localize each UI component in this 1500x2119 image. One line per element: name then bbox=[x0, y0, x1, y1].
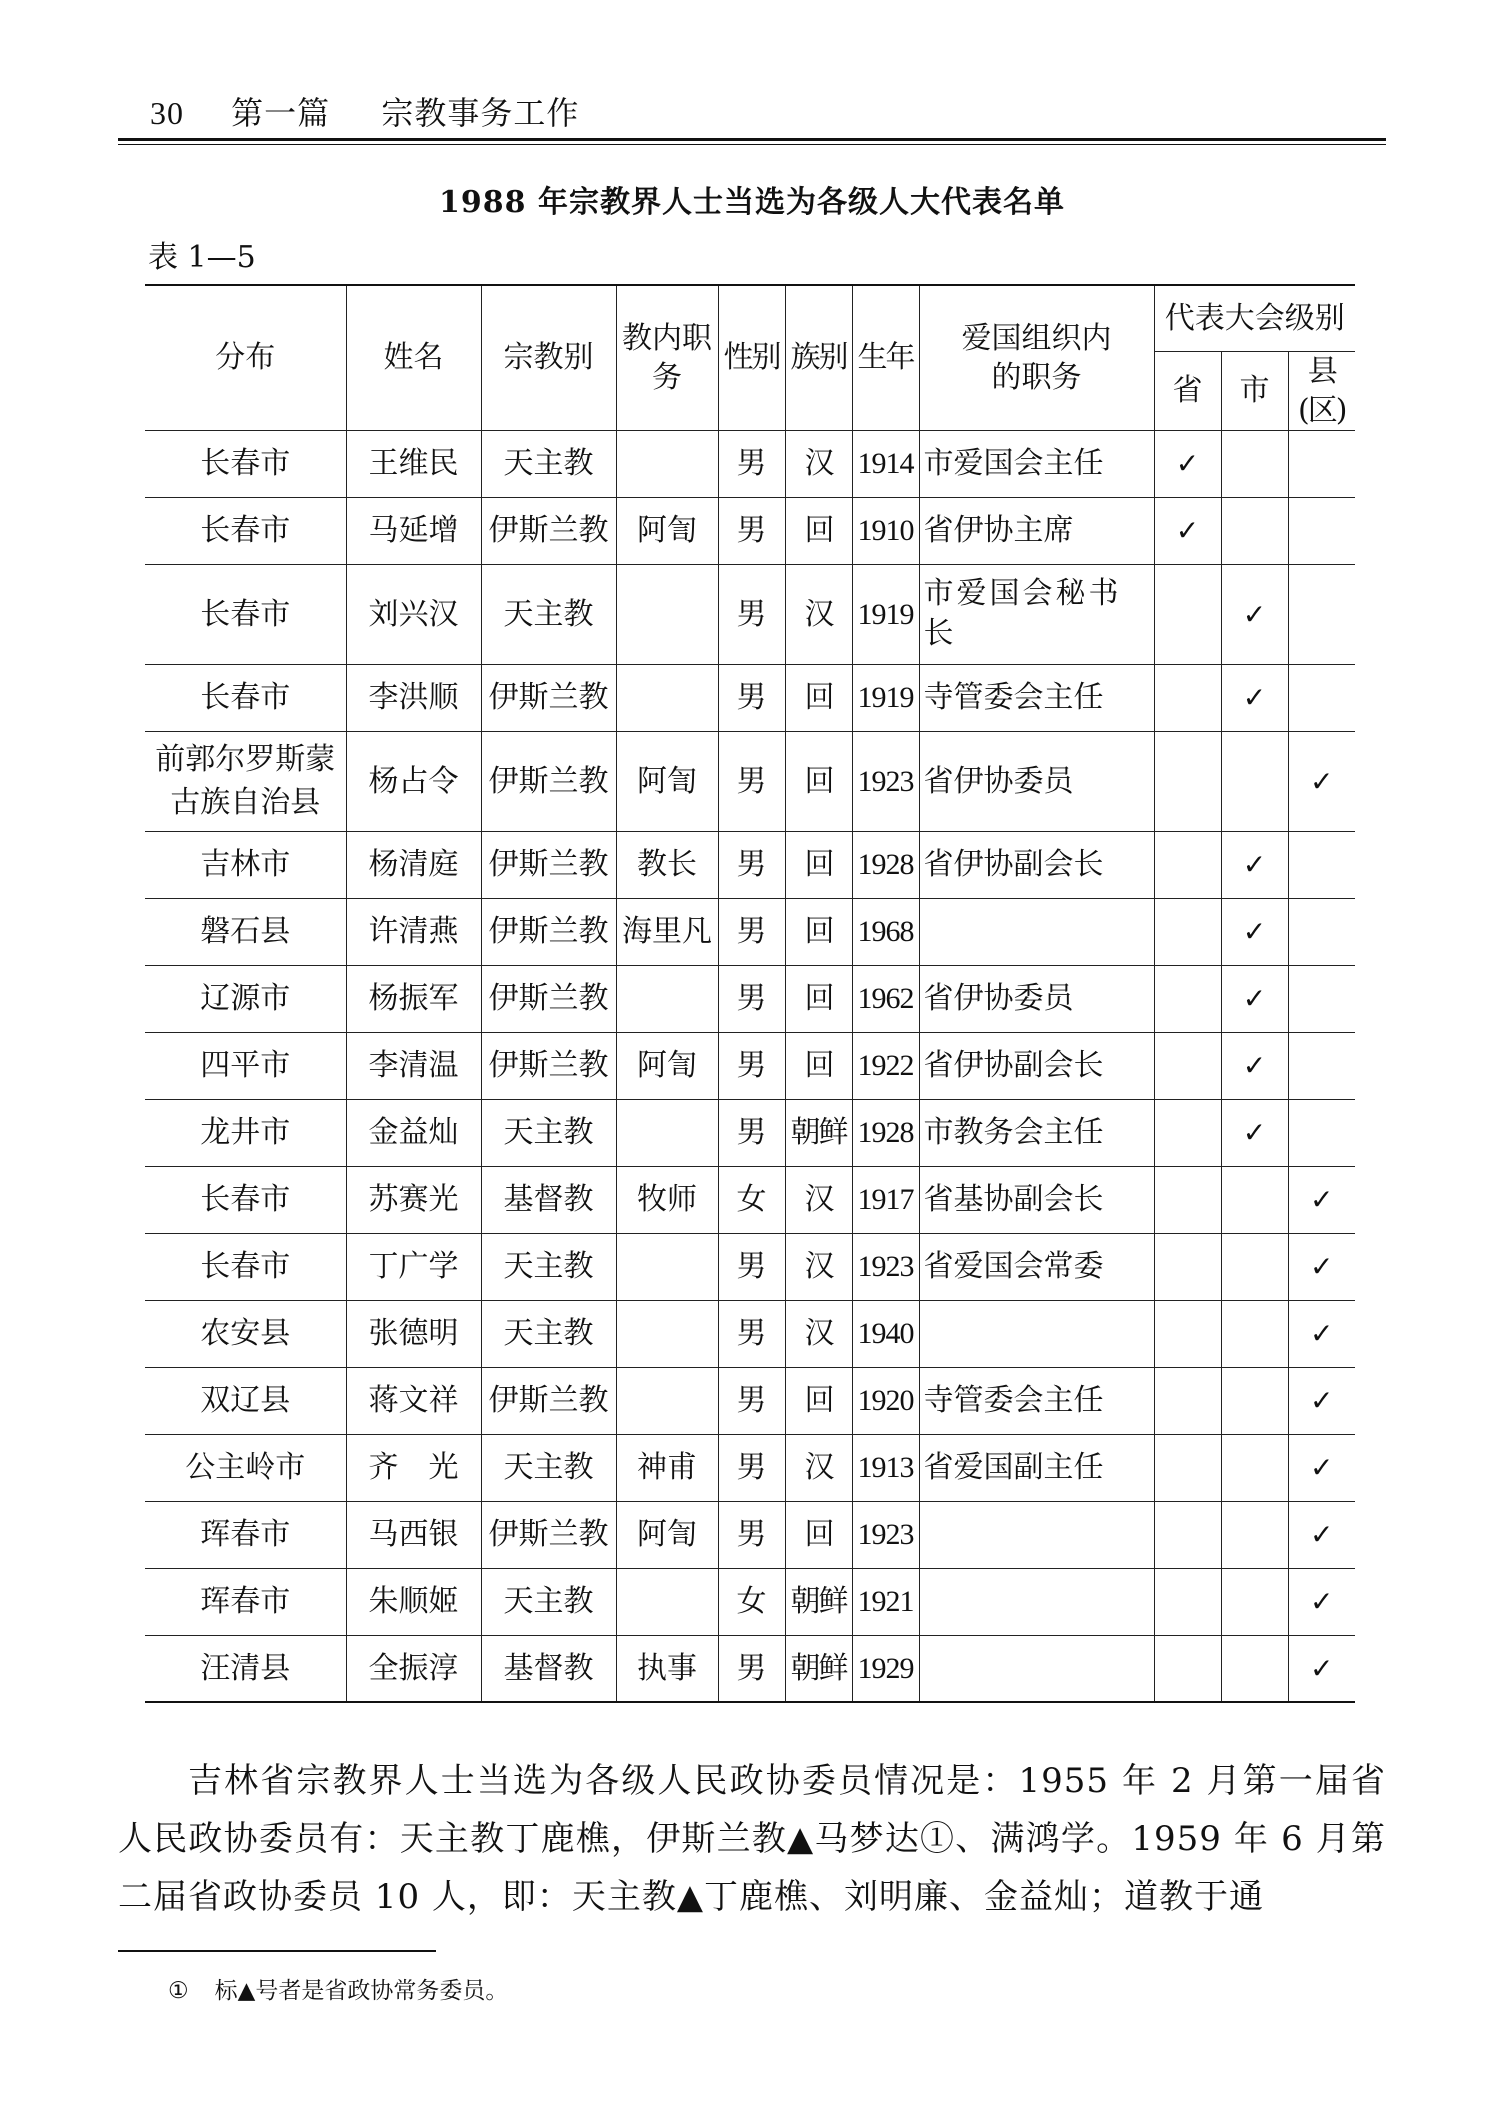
cell-level-province bbox=[1154, 1434, 1221, 1501]
cell-org-role: 市爱国会秘书长 bbox=[919, 564, 1154, 664]
cell-religion: 天主教 bbox=[481, 1099, 616, 1166]
cell-org-role bbox=[919, 898, 1154, 965]
cell-ethnicity: 汉 bbox=[785, 564, 852, 664]
table-row bbox=[145, 1233, 1355, 1300]
cell-gender: 男 bbox=[718, 1635, 785, 1702]
cell-religion: 伊斯兰教 bbox=[481, 497, 616, 564]
cell-birth-year: 1921 bbox=[852, 1568, 919, 1635]
cell-region: 公主岭市 bbox=[145, 1434, 346, 1501]
cell-level-province bbox=[1154, 965, 1221, 1032]
cell-role bbox=[616, 1233, 718, 1300]
cell-gender: 男 bbox=[718, 965, 785, 1032]
chapter-title: 宗教事务工作 bbox=[381, 94, 580, 132]
col-header-name: 姓名 bbox=[346, 285, 481, 430]
cell-level-province bbox=[1154, 497, 1221, 564]
col-header-birth-year: 生年 bbox=[852, 285, 919, 430]
cell-level-county bbox=[1288, 1166, 1355, 1233]
table-row bbox=[145, 1166, 1355, 1233]
check-mark-icon: ✓ bbox=[1242, 915, 1267, 948]
cell-level-county bbox=[1288, 1568, 1355, 1635]
cell-level-province bbox=[1154, 898, 1221, 965]
cell-region: 辽源市 bbox=[145, 965, 346, 1032]
cell-region: 长春市 bbox=[145, 664, 346, 731]
cell-region: 双辽县 bbox=[145, 1367, 346, 1434]
cell-level-province bbox=[1154, 1300, 1221, 1367]
cell-level-province bbox=[1154, 564, 1221, 664]
cell-religion: 伊斯兰教 bbox=[481, 898, 616, 965]
cell-level-city bbox=[1221, 1568, 1288, 1635]
cell-level-city bbox=[1221, 430, 1288, 497]
cell-region: 农安县 bbox=[145, 1300, 346, 1367]
cell-religion: 天主教 bbox=[481, 1300, 616, 1367]
cell-level-city bbox=[1221, 664, 1288, 731]
cell-org-role: 省伊协委员 bbox=[919, 965, 1154, 1032]
check-mark-icon: ✓ bbox=[1242, 982, 1267, 1015]
table-row bbox=[145, 1367, 1355, 1434]
cell-level-province bbox=[1154, 430, 1221, 497]
col-header-org-role-text: 爱国组织内的职务 bbox=[961, 320, 1112, 395]
cell-region: 长春市 bbox=[145, 497, 346, 564]
cell-birth-year: 1968 bbox=[852, 898, 919, 965]
cell-level-city bbox=[1221, 1635, 1288, 1702]
cell-role bbox=[616, 965, 718, 1032]
cell-level-province bbox=[1154, 664, 1221, 731]
table-label: 表 1—5 bbox=[148, 240, 256, 275]
cell-name: 杨振军 bbox=[346, 965, 481, 1032]
cell-org-role bbox=[919, 1300, 1154, 1367]
cell-region: 龙井市 bbox=[145, 1099, 346, 1166]
cell-name: 李清温 bbox=[346, 1032, 481, 1099]
cell-birth-year: 1929 bbox=[852, 1635, 919, 1702]
cell-level-city bbox=[1221, 497, 1288, 564]
cell-ethnicity: 朝鲜 bbox=[785, 1568, 852, 1635]
cell-name: 齐 光 bbox=[346, 1434, 481, 1501]
cell-level-province bbox=[1154, 1635, 1221, 1702]
check-mark-icon: ✓ bbox=[1310, 1183, 1334, 1216]
check-mark-icon: ✓ bbox=[1310, 1250, 1334, 1283]
cell-level-city bbox=[1221, 731, 1288, 831]
cell-level-county bbox=[1288, 564, 1355, 664]
cell-religion: 伊斯兰教 bbox=[481, 1367, 616, 1434]
cell-level-city bbox=[1221, 831, 1288, 898]
cell-role bbox=[616, 664, 718, 731]
cell-gender: 男 bbox=[718, 664, 785, 731]
footnote-mark: ① bbox=[168, 1978, 189, 2004]
cell-org-role: 市教务会主任 bbox=[919, 1099, 1154, 1166]
cell-role: 阿訇 bbox=[616, 497, 718, 564]
cell-level-province bbox=[1154, 1099, 1221, 1166]
cell-ethnicity: 汉 bbox=[785, 1233, 852, 1300]
check-mark-icon: ✓ bbox=[1310, 1651, 1334, 1685]
cell-level-county bbox=[1288, 1233, 1355, 1300]
cell-level-county bbox=[1288, 731, 1355, 831]
col-header-ethnicity: 族别 bbox=[785, 285, 852, 430]
cell-name: 许清燕 bbox=[346, 898, 481, 965]
check-mark-icon: ✓ bbox=[1242, 597, 1267, 631]
table-header-row bbox=[145, 285, 1355, 351]
cell-level-city bbox=[1221, 1300, 1288, 1367]
cell-ethnicity: 回 bbox=[785, 898, 852, 965]
table-row bbox=[145, 898, 1355, 965]
check-mark-icon: ✓ bbox=[1310, 1384, 1334, 1417]
col-header-level: 代表大会级别 bbox=[1154, 285, 1355, 351]
cell-level-city bbox=[1221, 564, 1288, 664]
cell-gender: 男 bbox=[718, 430, 785, 497]
part-title: 第一篇 bbox=[231, 94, 331, 132]
cell-name: 张德明 bbox=[346, 1300, 481, 1367]
cell-org-role: 省伊协主席 bbox=[919, 497, 1154, 564]
cell-religion: 伊斯兰教 bbox=[481, 1032, 616, 1099]
check-mark-icon: ✓ bbox=[1242, 848, 1267, 881]
cell-ethnicity: 回 bbox=[785, 831, 852, 898]
header-rule-thick bbox=[118, 138, 1386, 141]
col-header-city: 市 bbox=[1221, 351, 1288, 430]
cell-birth-year: 1962 bbox=[852, 965, 919, 1032]
footnote-rule bbox=[118, 1950, 436, 1952]
table-row bbox=[145, 1032, 1355, 1099]
table-row bbox=[145, 1099, 1355, 1166]
cell-ethnicity: 朝鲜 bbox=[785, 1099, 852, 1166]
cell-level-county bbox=[1288, 1367, 1355, 1434]
cell-level-city bbox=[1221, 1367, 1288, 1434]
cell-org-role bbox=[919, 1568, 1154, 1635]
running-header bbox=[150, 88, 579, 134]
cell-name: 金益灿 bbox=[346, 1099, 481, 1166]
cell-name: 李洪顺 bbox=[346, 664, 481, 731]
cell-level-province bbox=[1154, 1233, 1221, 1300]
cell-region: 四平市 bbox=[145, 1032, 346, 1099]
cell-role: 阿訇 bbox=[616, 731, 718, 831]
cell-level-county bbox=[1288, 1099, 1355, 1166]
cell-level-county bbox=[1288, 1501, 1355, 1568]
cell-name: 杨清庭 bbox=[346, 831, 481, 898]
col-header-gender: 性别 bbox=[718, 285, 785, 430]
cell-level-county bbox=[1288, 1635, 1355, 1702]
cell-level-city bbox=[1221, 1434, 1288, 1501]
cell-role: 海里凡 bbox=[616, 898, 718, 965]
cell-ethnicity: 回 bbox=[785, 965, 852, 1032]
cell-birth-year: 1923 bbox=[852, 1233, 919, 1300]
cell-level-province bbox=[1154, 1032, 1221, 1099]
cell-org-role: 省伊协副会长 bbox=[919, 831, 1154, 898]
cell-ethnicity: 汉 bbox=[785, 1434, 852, 1501]
cell-org-role: 寺管委会主任 bbox=[919, 664, 1154, 731]
cell-gender: 男 bbox=[718, 497, 785, 564]
cell-role bbox=[616, 1568, 718, 1635]
cell-level-county bbox=[1288, 1434, 1355, 1501]
cell-name: 刘兴汉 bbox=[346, 564, 481, 664]
header-rule-thin bbox=[118, 144, 1386, 145]
table-row bbox=[145, 965, 1355, 1032]
col-header-org-role bbox=[919, 285, 1154, 430]
cell-ethnicity: 回 bbox=[785, 731, 852, 831]
cell-religion: 基督教 bbox=[481, 1635, 616, 1702]
table-row bbox=[145, 1501, 1355, 1568]
cell-org-role: 省爱国副主任 bbox=[919, 1434, 1154, 1501]
cell-religion: 伊斯兰教 bbox=[481, 664, 616, 731]
page-number: 30 bbox=[150, 95, 184, 131]
cell-role: 神甫 bbox=[616, 1434, 718, 1501]
cell-role: 阿訇 bbox=[616, 1501, 718, 1568]
cell-org-role: 省伊协委员 bbox=[919, 731, 1154, 831]
cell-name: 苏赛光 bbox=[346, 1166, 481, 1233]
representatives-table bbox=[145, 284, 1355, 1703]
cell-level-province bbox=[1154, 1501, 1221, 1568]
cell-org-role: 寺管委会主任 bbox=[919, 1367, 1154, 1434]
cell-birth-year: 1940 bbox=[852, 1300, 919, 1367]
cell-role: 教长 bbox=[616, 831, 718, 898]
cell-level-county bbox=[1288, 831, 1355, 898]
col-header-role bbox=[616, 285, 718, 430]
body-paragraph bbox=[118, 1752, 1386, 1926]
check-mark-icon: ✓ bbox=[1310, 1518, 1334, 1551]
col-header-province: 省 bbox=[1154, 351, 1221, 430]
cell-religion: 天主教 bbox=[481, 564, 616, 664]
cell-gender: 女 bbox=[718, 1568, 785, 1635]
table-row bbox=[145, 1434, 1355, 1501]
cell-religion: 伊斯兰教 bbox=[481, 831, 616, 898]
table-title: 1988 年宗教界人士当选为各级人大代表名单 bbox=[439, 185, 1065, 220]
cell-level-county bbox=[1288, 1300, 1355, 1367]
cell-gender: 男 bbox=[718, 1099, 785, 1166]
cell-role bbox=[616, 1367, 718, 1434]
check-mark-icon: ✓ bbox=[1310, 1451, 1334, 1484]
cell-birth-year: 1913 bbox=[852, 1434, 919, 1501]
cell-org-role bbox=[919, 1501, 1154, 1568]
cell-level-county bbox=[1288, 965, 1355, 1032]
cell-birth-year: 1928 bbox=[852, 1099, 919, 1166]
cell-birth-year: 1923 bbox=[852, 1501, 919, 1568]
cell-role bbox=[616, 430, 718, 497]
cell-ethnicity: 回 bbox=[785, 664, 852, 731]
check-mark-icon: ✓ bbox=[1310, 1585, 1334, 1618]
cell-role bbox=[616, 564, 718, 664]
cell-ethnicity: 回 bbox=[785, 1032, 852, 1099]
cell-ethnicity: 汉 bbox=[785, 1300, 852, 1367]
cell-region: 汪清县 bbox=[145, 1635, 346, 1702]
cell-ethnicity: 朝鲜 bbox=[785, 1635, 852, 1702]
cell-gender: 男 bbox=[718, 564, 785, 664]
cell-org-role: 省爱国会常委 bbox=[919, 1233, 1154, 1300]
cell-org-role: 市爱国会主任 bbox=[919, 430, 1154, 497]
cell-religion: 天主教 bbox=[481, 1233, 616, 1300]
cell-gender: 男 bbox=[718, 1434, 785, 1501]
cell-name: 马延增 bbox=[346, 497, 481, 564]
footnote bbox=[168, 1972, 508, 2005]
col-header-region: 分布 bbox=[145, 285, 346, 430]
cell-level-province bbox=[1154, 1367, 1221, 1434]
cell-region: 长春市 bbox=[145, 430, 346, 497]
cell-birth-year: 1910 bbox=[852, 497, 919, 564]
cell-role: 阿訇 bbox=[616, 1032, 718, 1099]
cell-region: 长春市 bbox=[145, 564, 346, 664]
cell-level-county bbox=[1288, 664, 1355, 731]
cell-region: 吉林市 bbox=[145, 831, 346, 898]
cell-gender: 男 bbox=[718, 1032, 785, 1099]
cell-birth-year: 1917 bbox=[852, 1166, 919, 1233]
cell-org-role: 省伊协副会长 bbox=[919, 1032, 1154, 1099]
cell-name: 丁广学 bbox=[346, 1233, 481, 1300]
cell-level-province bbox=[1154, 731, 1221, 831]
check-mark-icon: ✓ bbox=[1310, 1317, 1334, 1350]
cell-religion: 天主教 bbox=[481, 430, 616, 497]
cell-ethnicity: 回 bbox=[785, 1367, 852, 1434]
cell-ethnicity: 回 bbox=[785, 1501, 852, 1568]
cell-level-county bbox=[1288, 430, 1355, 497]
check-mark-icon: ✓ bbox=[1242, 1116, 1267, 1149]
check-mark-icon: ✓ bbox=[1310, 764, 1334, 798]
cell-gender: 男 bbox=[718, 1233, 785, 1300]
cell-level-city bbox=[1221, 898, 1288, 965]
check-mark-icon: ✓ bbox=[1175, 514, 1200, 547]
cell-level-county bbox=[1288, 898, 1355, 965]
cell-region: 珲春市 bbox=[145, 1568, 346, 1635]
cell-religion: 伊斯兰教 bbox=[481, 731, 616, 831]
cell-birth-year: 1928 bbox=[852, 831, 919, 898]
cell-level-city bbox=[1221, 1501, 1288, 1568]
cell-birth-year: 1919 bbox=[852, 564, 919, 664]
cell-name: 朱顺姬 bbox=[346, 1568, 481, 1635]
table-row bbox=[145, 1568, 1355, 1635]
cell-level-city bbox=[1221, 1166, 1288, 1233]
check-mark-icon: ✓ bbox=[1175, 447, 1200, 480]
cell-religion: 基督教 bbox=[481, 1166, 616, 1233]
footnote-text: 标▲号者是省政协常务委员。 bbox=[214, 1978, 509, 2004]
cell-role: 牧师 bbox=[616, 1166, 718, 1233]
cell-region: 长春市 bbox=[145, 1166, 346, 1233]
col-header-religion: 宗教别 bbox=[481, 285, 616, 430]
table-row bbox=[145, 1300, 1355, 1367]
cell-birth-year: 1914 bbox=[852, 430, 919, 497]
cell-role bbox=[616, 1099, 718, 1166]
cell-name: 王维民 bbox=[346, 430, 481, 497]
cell-role: 执事 bbox=[616, 1635, 718, 1702]
cell-gender: 男 bbox=[718, 831, 785, 898]
cell-region: 磐石县 bbox=[145, 898, 346, 965]
cell-level-province bbox=[1154, 1166, 1221, 1233]
check-mark-icon: ✓ bbox=[1242, 1049, 1267, 1082]
cell-gender: 男 bbox=[718, 1501, 785, 1568]
table-row bbox=[145, 731, 1355, 831]
table-row bbox=[145, 430, 1355, 497]
cell-gender: 男 bbox=[718, 1367, 785, 1434]
table-row bbox=[145, 497, 1355, 564]
cell-ethnicity: 汉 bbox=[785, 430, 852, 497]
paragraph-text: 吉林省宗教界人士当选为各级人民政协委员情况是：1955 年 2 月第一届省人民政协委员有：天主教丁鹿樵，伊斯兰教▲马梦达①、满鸿学。1959 年 6 月第二届省政协委员 10 人，即：天主教▲丁鹿樵、刘明廉、金益灿；道教于通 bbox=[118, 1761, 1386, 1917]
cell-religion: 天主教 bbox=[481, 1434, 616, 1501]
table-row bbox=[145, 564, 1355, 664]
cell-birth-year: 1919 bbox=[852, 664, 919, 731]
check-mark-icon: ✓ bbox=[1242, 681, 1267, 714]
col-header-role-text: 教内职务 bbox=[622, 320, 712, 395]
cell-level-city bbox=[1221, 965, 1288, 1032]
cell-birth-year: 1923 bbox=[852, 731, 919, 831]
cell-name: 马西银 bbox=[346, 1501, 481, 1568]
cell-region: 前郭尔罗斯蒙古族自治县 bbox=[145, 731, 346, 831]
cell-religion: 伊斯兰教 bbox=[481, 965, 616, 1032]
cell-org-role: 省基协副会长 bbox=[919, 1166, 1154, 1233]
cell-region: 珲春市 bbox=[145, 1501, 346, 1568]
cell-ethnicity: 汉 bbox=[785, 1166, 852, 1233]
cell-level-province bbox=[1154, 831, 1221, 898]
cell-religion: 天主教 bbox=[481, 1568, 616, 1635]
cell-gender: 男 bbox=[718, 898, 785, 965]
cell-name: 蒋文祥 bbox=[346, 1367, 481, 1434]
cell-gender: 男 bbox=[718, 1300, 785, 1367]
cell-level-county bbox=[1288, 1032, 1355, 1099]
cell-religion: 伊斯兰教 bbox=[481, 1501, 616, 1568]
cell-ethnicity: 回 bbox=[785, 497, 852, 564]
cell-role bbox=[616, 1300, 718, 1367]
cell-level-city bbox=[1221, 1233, 1288, 1300]
cell-level-province bbox=[1154, 1568, 1221, 1635]
cell-region: 长春市 bbox=[145, 1233, 346, 1300]
cell-gender: 男 bbox=[718, 731, 785, 831]
cell-gender: 女 bbox=[718, 1166, 785, 1233]
cell-birth-year: 1920 bbox=[852, 1367, 919, 1434]
cell-level-city bbox=[1221, 1099, 1288, 1166]
col-header-county: 县(区) bbox=[1288, 351, 1355, 430]
cell-org-role bbox=[919, 1635, 1154, 1702]
table-row bbox=[145, 664, 1355, 731]
cell-birth-year: 1922 bbox=[852, 1032, 919, 1099]
table-row bbox=[145, 831, 1355, 898]
cell-level-city bbox=[1221, 1032, 1288, 1099]
table-row bbox=[145, 1635, 1355, 1702]
cell-name: 杨占令 bbox=[346, 731, 481, 831]
cell-level-county bbox=[1288, 497, 1355, 564]
cell-name: 全振淳 bbox=[346, 1635, 481, 1702]
